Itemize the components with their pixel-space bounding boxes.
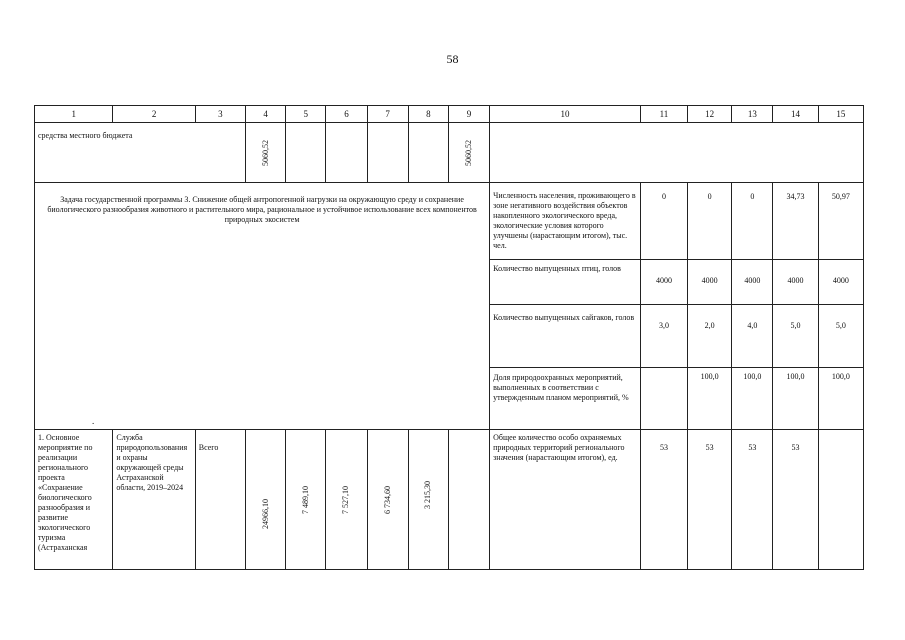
indicator-value: 0	[640, 183, 687, 260]
header-cell: 15	[818, 106, 863, 123]
activity-col4-cell	[246, 430, 286, 570]
header-cell: 6	[326, 106, 367, 123]
indicator-value: 4000	[640, 260, 687, 305]
activity-col6-value: 7 527,10	[341, 486, 351, 514]
indicator-name: Количество выпущенных птиц, голов	[490, 260, 641, 305]
indicator-value: 0	[732, 183, 773, 260]
header-cell: 11	[640, 106, 687, 123]
page-number: 58	[446, 52, 459, 66]
indicator-value: 4000	[773, 260, 818, 305]
activity-col7-cell	[367, 430, 408, 570]
task-description: Задача государственной программы 3. Снижение общей антропогенной нагрузки на окружающую среду и сохранение биологического разнообразия животного и растительного мира, рациональное и устойчивое использование всех компонентов природных экосистем	[35, 183, 490, 430]
activity-col7-value: 6 734,60	[382, 486, 392, 514]
indicator-value: 3,0	[640, 305, 687, 368]
activity-col8-value: 3 215,30	[423, 481, 433, 509]
indicator-value: 4000	[818, 260, 863, 305]
budget-col9-value: 5060,52	[464, 140, 474, 166]
empty-cell	[326, 123, 367, 183]
activity-col9-cell	[448, 430, 489, 570]
indicator-name: Численность населения, проживающего в зоне негативного воздействия объектов накопленного экологического вреда, экологические условия которого улучшены (нарастающим итогом), тыс. чел.	[490, 183, 641, 260]
header-cell: 9	[448, 106, 489, 123]
header-cell: 4	[246, 106, 286, 123]
indicator-value: 0	[688, 183, 732, 260]
activity-indicator-value: 53	[640, 430, 687, 570]
header-row	[35, 106, 864, 123]
indicator-value: 50,97	[818, 183, 863, 260]
header-cell: 7	[367, 106, 408, 123]
indicator-value: 100,0	[688, 368, 732, 430]
activity-source: Всего	[195, 430, 245, 570]
activity-indicator-value	[818, 430, 863, 570]
budget-col4-cell	[246, 123, 286, 183]
indicator-value	[640, 368, 687, 430]
table-row	[35, 430, 864, 570]
activity-col4-value: 24966,10	[260, 499, 270, 529]
activity-indicator-value: 53	[688, 430, 732, 570]
indicator-value: 4,0	[732, 305, 773, 368]
indicator-value: 100,0	[818, 368, 863, 430]
header-cell: 14	[773, 106, 818, 123]
activity-name: 1. Основное мероприятие по реализации регионального проекта «Сохранение биологического разнообразия и развитие экологического туризма (Астраханская	[35, 430, 113, 570]
header-cell: 10	[490, 106, 641, 123]
activity-executor: Служба природопользования и охраны окружающей среды Астраханской области, 2019–2024	[113, 430, 195, 570]
indicator-value: 100,0	[732, 368, 773, 430]
activity-col6-cell	[326, 430, 367, 570]
budget-col4-value: 5060,52	[260, 140, 270, 166]
indicator-name: Доля природоохранных мероприятий, выполненных в соответствии с утвержденным планом мероприятий, %	[490, 368, 641, 430]
activity-col8-cell	[408, 430, 448, 570]
header-cell: 13	[732, 106, 773, 123]
activity-col5-cell	[286, 430, 326, 570]
activity-col5-value: 7 489,10	[300, 486, 310, 514]
indicator-value: 4000	[688, 260, 732, 305]
indicator-value: 5,0	[818, 305, 863, 368]
indicator-value: 4000	[732, 260, 773, 305]
empty-cell	[408, 123, 448, 183]
header-cell: 3	[195, 106, 245, 123]
header-cell: 12	[688, 106, 732, 123]
indicator-value: 34,73	[773, 183, 818, 260]
table-row	[35, 183, 864, 260]
table-row	[35, 123, 864, 183]
indicator-value: 5,0	[773, 305, 818, 368]
indicator-name: Количество выпущенных сайгаков, голов	[490, 305, 641, 368]
budget-source-label: средства местного бюджета	[35, 123, 246, 183]
empty-cell	[490, 123, 864, 183]
activity-indicator-value: 53	[773, 430, 818, 570]
indicator-value: 2,0	[688, 305, 732, 368]
program-table	[34, 105, 864, 570]
budget-col9-cell	[448, 123, 489, 183]
activity-indicator: Общее количество особо охраняемых природных территорий регионального значения (нарастающим итогом), ед.	[490, 430, 641, 570]
empty-cell	[367, 123, 408, 183]
empty-cell	[286, 123, 326, 183]
scan-mark: .	[92, 416, 95, 426]
indicator-value: 100,0	[773, 368, 818, 430]
header-cell: 2	[113, 106, 195, 123]
header-cell: 8	[408, 106, 448, 123]
activity-indicator-value: 53	[732, 430, 773, 570]
header-cell: 5	[286, 106, 326, 123]
header-cell: 1	[35, 106, 113, 123]
